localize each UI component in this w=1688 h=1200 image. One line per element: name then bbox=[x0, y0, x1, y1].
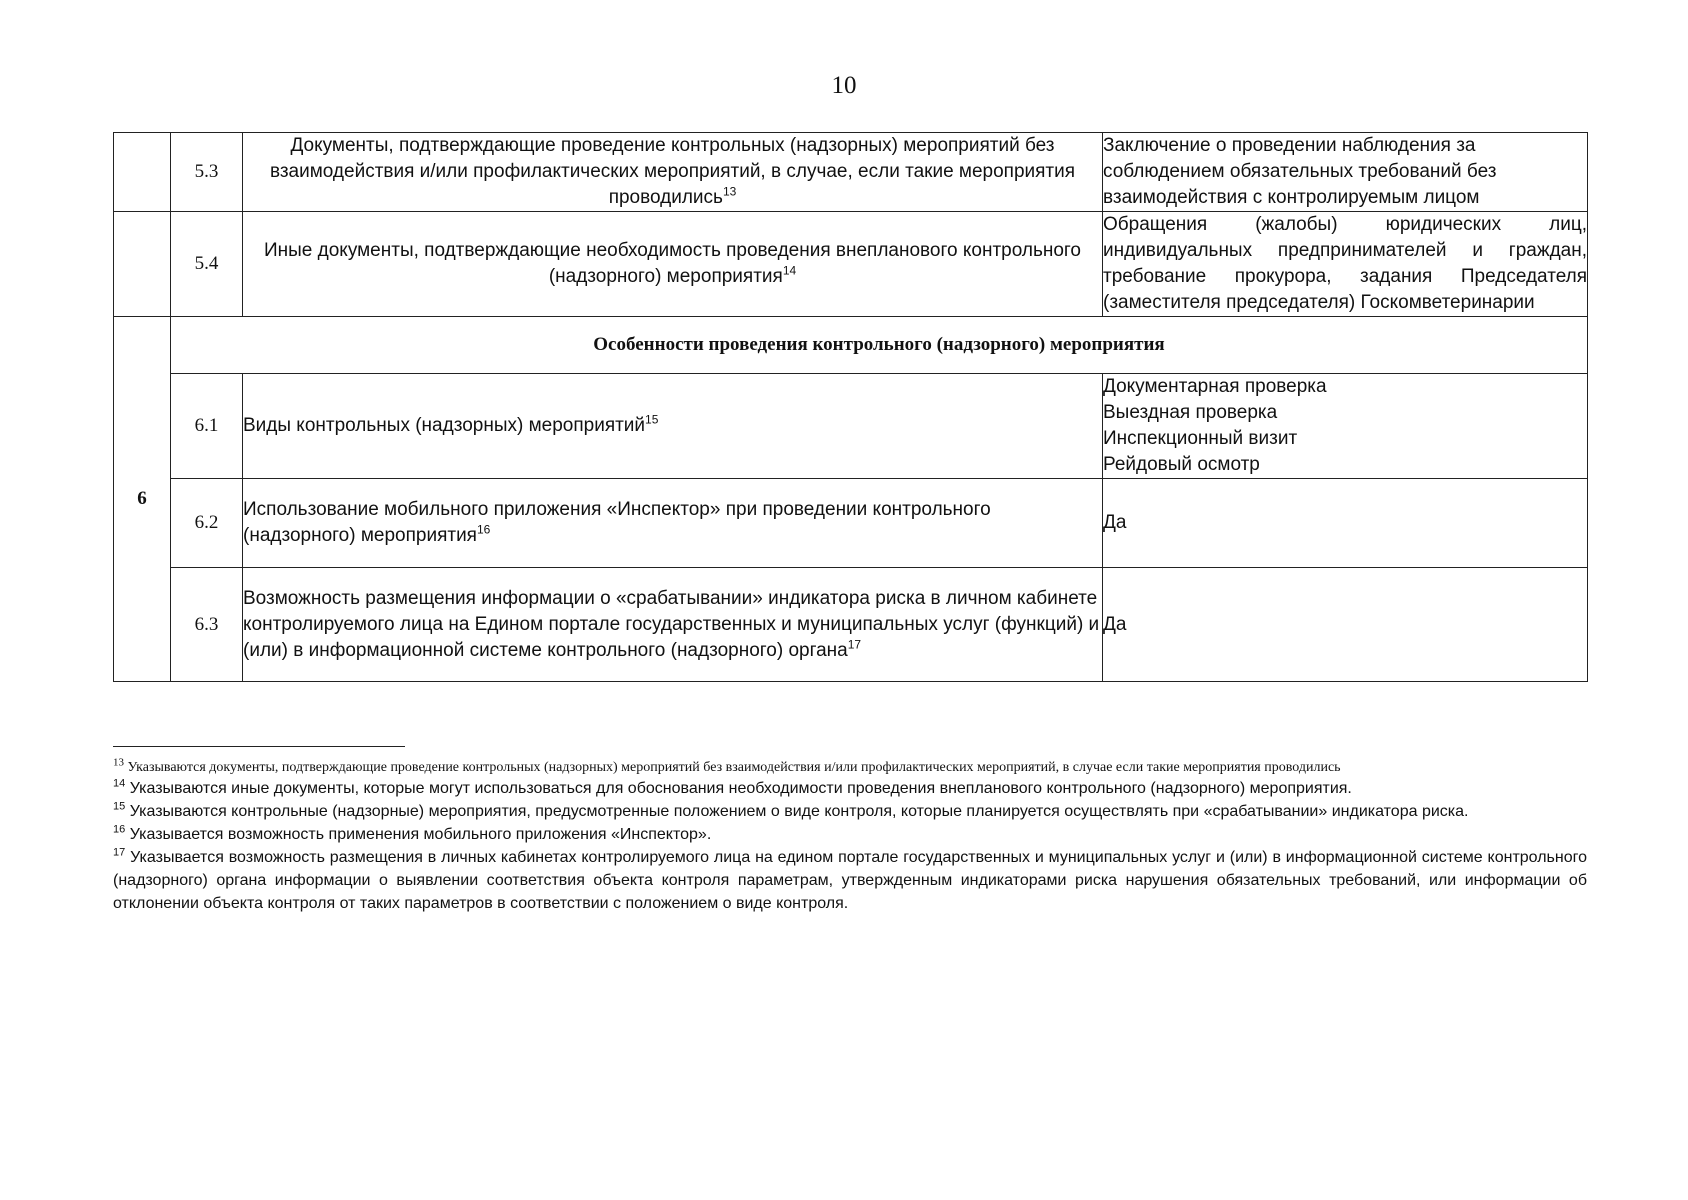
row-name: Возможность размещения информации о «срабатывании» индикатора риска в личном кабинете контролируемого лица на Едином портале государственных и муниципальных услуг (функций) и (или) в информационной системе контрольного (надзорного) органа$^{17}$ bbox=[243, 568, 1103, 682]
row-value: Заключение о проведении наблюдения за соблюдением обязательных требований без взаимодействия с контролируемым лицом bbox=[1103, 133, 1588, 212]
row-name: Документы, подтверждающие проведение контрольных (надзорных) мероприятий без взаимодействия и/или профилактических мероприятий, в случае, если такие мероприятия проводились$^{13}$ bbox=[243, 133, 1103, 212]
requirements-table bbox=[113, 132, 1588, 682]
table-row-6-3 bbox=[114, 568, 1588, 682]
row-number: 6.1 bbox=[171, 374, 243, 479]
row-value: Да bbox=[1103, 479, 1588, 568]
footnote-15: $^{15}$ Указываются контрольные (надзорные) мероприятия, предусмотренные положением о виде контроля, которые планируется осуществлять при «срабатывании» индикатора риска. bbox=[113, 800, 1469, 820]
row-value: Да bbox=[1103, 568, 1588, 682]
row-name: Использование мобильного приложения «Инспектор» при проведении контрольного (надзорного) мероприятия$^{16}$ bbox=[243, 479, 1103, 568]
footnote-17: $^{17}$ Указывается возможность размещения в личных кабинетах контролируемого лица на едином портале государственных и муниципальных услуг и (или) в информационной системе контрольного (надзорного) органа информации о выявлении соответствия объекта контроля параметрам, утвержденным индикаторами риска нарушения обязательных требований, или информации об отклонении объекта контроля от таких параметров в соответствии с положением о виде контроля. bbox=[113, 846, 1588, 912]
section-5-cell bbox=[114, 212, 171, 317]
row-value: Обращения (жалобы) юридических лиц, индивидуальных предпринимателей и граждан, требование прокурора, задания Председателя (заместителя председателя) Госкомветеринарии bbox=[1103, 212, 1588, 317]
list-item: Рейдовый осмотр bbox=[1103, 454, 1260, 475]
page-number: 10 bbox=[831, 72, 857, 99]
list-item: Выездная проверка bbox=[1103, 402, 1278, 423]
footnote-13: $^{13}$ Указываются документы, подтверждающие проведение контрольных (надзорных) мероприятий без взаимодействия и/или профилактических мероприятий, в случае если такие мероприятия проводились bbox=[113, 756, 1341, 775]
row-number: 5.4 bbox=[171, 212, 243, 317]
table-row-6-heading bbox=[114, 317, 1588, 374]
section-5-cell bbox=[114, 133, 171, 212]
row-value-list bbox=[1103, 374, 1588, 479]
table-row-6-1 bbox=[114, 374, 1588, 479]
footnote-14: $^{14}$ Указываются иные документы, которые могут использоваться для обоснования необходимости проведения внепланового контрольного (надзорного) мероприятия. bbox=[113, 777, 1352, 797]
row-number: 5.3 bbox=[171, 133, 243, 212]
footnote-separator bbox=[113, 746, 405, 747]
table-row-5-4 bbox=[114, 212, 1588, 317]
table-row-5-3 bbox=[114, 133, 1588, 212]
row-number: 6.3 bbox=[171, 568, 243, 682]
list-item: Инспекционный визит bbox=[1103, 428, 1298, 449]
footnote-16: $^{16}$ Указывается возможность применения мобильного приложения «Инспектор». bbox=[113, 823, 712, 843]
row-number: 6.2 bbox=[171, 479, 243, 568]
row-name: Виды контрольных (надзорных) мероприятий$^{15}$ bbox=[243, 374, 1103, 479]
section-number: 6 bbox=[114, 317, 171, 682]
section-heading: Особенности проведения контрольного (надзорного) мероприятия bbox=[171, 317, 1588, 374]
table-row-6-2 bbox=[114, 479, 1588, 568]
list-item: Документарная проверка bbox=[1103, 376, 1327, 397]
footnotes bbox=[113, 758, 1587, 915]
row-name: Иные документы, подтверждающие необходимость проведения внепланового контрольного (надзорного) мероприятия$^{14}$ bbox=[243, 212, 1103, 317]
